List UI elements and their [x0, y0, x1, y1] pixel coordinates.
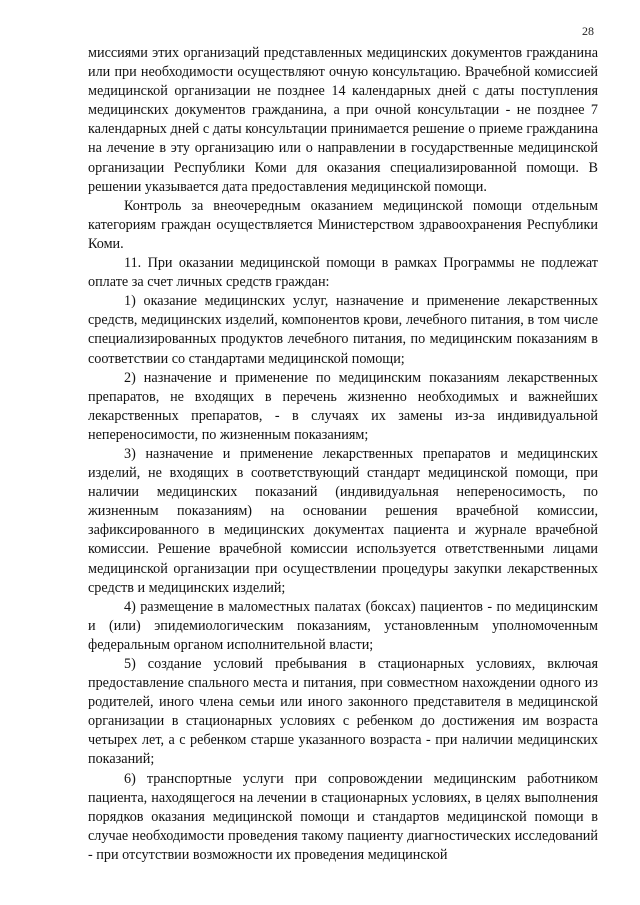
paragraph: миссиями этих организаций представленных медицинских документов гражданина или при необходимости осуществляют очную консультацию. Врачебной комиссией медицинской организации не позднее 14 календарных дней с даты поступления медицинских документов гражданина, а при очной консультации - не позднее 7 календарных дней с даты консультации принимается решение о приеме гражданина на лечение в эту организацию или о направлении в государственные медицинской организации Республики Коми для оказания специализированной помощи. В решении указывается дата предоставления медицинской помощи. [88, 45, 598, 195]
paragraph: 11. При оказании медицинской помощи в рамках Программы не подлежат оплате за счет личных средств граждан: [88, 255, 598, 291]
paragraph: Контроль за внеочередным оказанием медицинской помощи отдельным категориям граждан осуществляется Министерством здравоохранения Республики Коми. [88, 197, 598, 252]
document-body [88, 44, 598, 865]
page-number: 28 [582, 24, 594, 38]
list-item: 3) назначение и применение лекарственных препаратов и медицинских изделий, не входящих в соответствующий стандарт медицинской помощи, при наличии медицинских показаний (индивидуальная непереносимость, по жизненным показаниям) на основании решения врачебной комиссии, зафиксированного в медицинских документах пациента и журнале врачебной комиссии. Решение врачебной комиссии используется ответственными лицами медицинской организации при осуществлении процедуры закупки лекарственных средств и медицинских изделий; [88, 445, 598, 596]
list-item: 5) создание условий пребывания в стационарных условиях, включая предоставление спального места и питания, при совместном нахождении одного из родителей, иного члена семьи или иного законного представителя в медицинской организации в стационарных условиях с ребенком до достижения им возраста четырех лет, а с ребенком старше указанного возраста - при наличии медицинских показаний; [88, 656, 598, 768]
list-item: 1) оказание медицинских услуг, назначение и применение лекарственных средств, медицинских изделий, компонентов крови, лечебного питания, в том числе специализированных продуктов лечебного питания, по медицинским показаниям в соответствии со стандартами медицинской помощи; [88, 293, 598, 367]
list-item: 2) назначение и применение по медицинским показаниям лекарственных препаратов, не входящих в перечень жизненно необходимых и важнейших лекарственных препаратов, - в случаях их замены из-за индивидуальной непереносимости, по жизненным показаниям; [88, 369, 598, 443]
list-item: 6) транспортные услуги при сопровождении медицинским работником пациента, находящегося на лечении в стационарных условиях, в целях выполнения порядков оказания медицинской помощи и стандартов медицинской помощи в случае необходимости проведения такому пациенту диагностических исследований - при отсутствии возможности их проведения медицинской [88, 770, 598, 863]
list-item: 4) размещение в маломестных палатах (боксах) пациентов - по медицинским и (или) эпидемиологическим показаниям, установленным уполномоченным федеральным органом исполнительной власти; [88, 598, 598, 653]
